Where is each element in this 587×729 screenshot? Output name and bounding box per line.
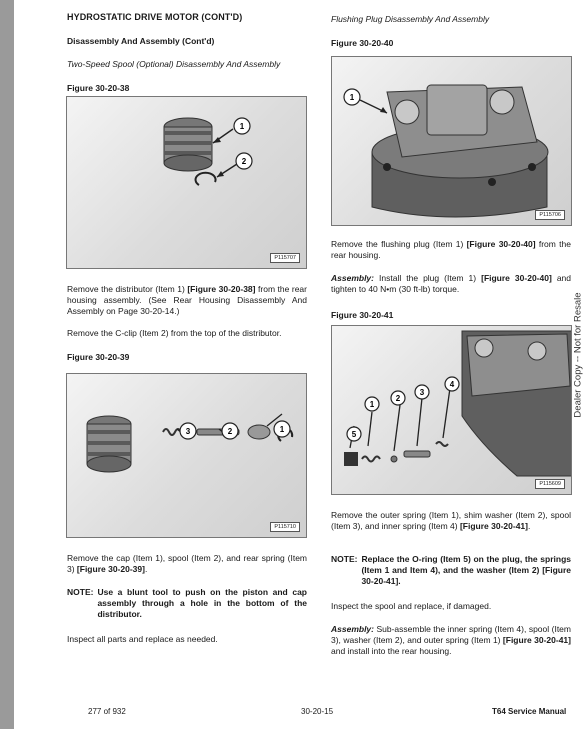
right-paragraph-3: Remove the outer spring (Item 1), shim washer (Item 2), spool (Item 3), and inner spring (Item 4) [Figure 30-20-41]. [331,510,571,532]
figure-40-code: P115706 [535,210,565,220]
figure-38-callouts [67,97,307,269]
svg-text:1: 1 [369,400,375,409]
svg-text:2: 2 [227,427,233,436]
figure-41-photo [331,325,572,495]
note-text: Replace the O-ring (Item 5) on the plug, the springs (Item 1 and Item 4), and the washer (Item 2) [Figure 30-20-41]. [361,554,571,587]
right-topic-title: Flushing Plug Disassembly And Assembly [331,14,490,24]
svg-text:5: 5 [351,430,357,439]
callout-1 [344,89,360,105]
right-paragraph-5: Assembly: Sub-assemble the inner spring (Item 4), spool (Item 3), washer (Item 2), and outer spring (Item 1) [Figure 30-20-41] and install into the rear housing. [331,624,571,657]
figure-40-title: Figure 30-20-40 [331,38,394,48]
callout-2 [222,423,238,439]
figure-39-photo [66,373,307,538]
right-paragraph-2: Assembly: Install the plug (Item 1) [Figure 30-20-40] and tighten to 40 N•m (30 ft-lb) torque. [331,273,571,295]
figure-41-code: P115609 [535,479,565,489]
note-label: NOTE: [331,554,358,564]
svg-text:2: 2 [395,394,401,403]
figure-40-photo [331,56,572,226]
note-text: Use a blunt tool to push on the piston and cap assembly through a hole in the bottom of the distributor. [97,587,307,620]
svg-text:3: 3 [185,427,191,436]
left-paragraph-1: Remove the distributor (Item 1) [Figure 30-20-38] from the rear housing assembly. (See Rear Housing Disassembly And Assembly on Page 30-20-14.) [67,284,307,317]
note-label: NOTE: [67,587,94,597]
figure-41-title: Figure 30-20-41 [331,310,394,320]
left-paragraph-4: Inspect all parts and replace as needed. [67,634,218,644]
left-edge-bar [0,0,14,729]
callout-3 [415,385,429,399]
callout-1 [365,397,379,411]
callout-5 [347,427,361,441]
callout-2 [391,391,405,405]
callout-3 [180,423,196,439]
figure-38-code: P115707 [270,253,300,263]
svg-text:1: 1 [349,93,355,102]
footer-page-number: 30-20-15 [301,707,334,716]
figure-38-photo [66,96,307,269]
right-paragraph-1: Remove the flushing plug (Item 1) [Figure 30-20-40] from the rear housing. [331,239,571,261]
svg-text:1: 1 [279,425,285,434]
figure-38-title: Figure 30-20-38 [67,83,130,93]
figure-39-callouts [67,374,307,538]
figure-40-callouts [332,57,572,226]
callout-1 [274,421,290,437]
left-note [67,587,307,621]
figure-39-title: Figure 30-20-39 [67,352,130,362]
svg-text:3: 3 [419,388,425,397]
callout-2 [236,153,252,169]
subsection-title: Disassembly And Assembly (Cont'd) [67,36,215,46]
section-title: HYDROSTATIC DRIVE MOTOR (CONT'D) [67,12,243,22]
side-watermark: Dealer Copy -- Not for Resale [572,292,584,418]
figure-41-callouts [332,326,572,495]
callout-4 [445,377,459,391]
right-paragraph-4: Inspect the spool and replace, if damaged. [331,601,492,611]
svg-text:4: 4 [449,380,455,389]
right-note [331,554,571,588]
left-paragraph-3: Remove the cap (Item 1), spool (Item 2), and rear spring (Item 3) [Figure 30-20-39]. [67,553,307,575]
left-paragraph-2: Remove the C-clip (Item 2) from the top of the distributor. [67,328,282,338]
svg-text:2: 2 [241,157,247,166]
figure-39-code: P115710 [270,522,300,532]
footer-page-count: 277 of 932 [88,707,126,716]
callout-1 [234,118,250,134]
svg-text:1: 1 [239,122,245,131]
footer-manual-title: T64 Service Manual [492,707,567,716]
topic-title: Two-Speed Spool (Optional) Disassembly And Assembly [67,59,281,69]
